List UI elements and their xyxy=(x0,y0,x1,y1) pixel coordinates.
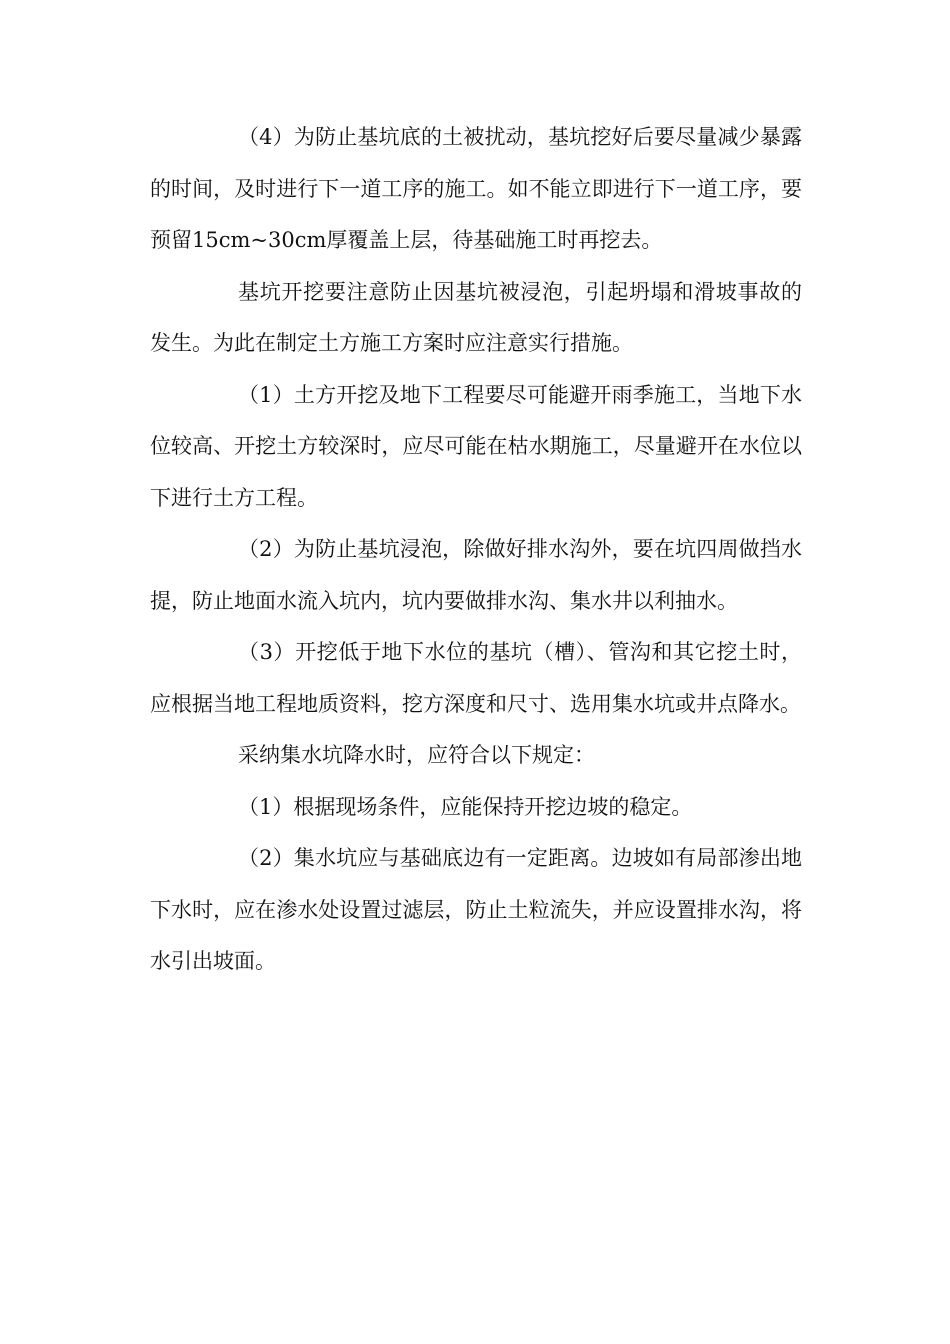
paragraph-2: 基坑开挖要注意防止因基坑被浸泡，引起坍塌和滑坡事故的发生。为此在制定土方施工方案时应注意实行措施。 xyxy=(150,279,802,355)
paragraph-6: 采纳集水坑降水时，应符合以下规定： xyxy=(238,743,595,767)
paragraph-1: （4）为防止基坑底的土被扰动，基坑挖好后要尽量减少暴露的时间，及时进行下一道工序的施工。如不能立即进行下一道工序，要预留15cm~30cm厚覆盖上层，待基础施工时再挖去。 xyxy=(150,125,802,252)
document-body xyxy=(150,112,802,988)
paragraph-8: （2）集水坑应与基础底边有一定距离。边坡如有局部渗出地下水时，应在渗水处设置过滤层，防止土粒流失，并应设置排水沟，将水引出坡面。 xyxy=(150,846,802,973)
paragraph-5: （3）开挖低于地下水位的基坑（槽）、管沟和其它挖土时，应根据当地工程地质资料，挖方深度和尺寸、选用集水坑或井点降水。 xyxy=(150,640,802,716)
paragraph-7: （1）根据现场条件，应能保持开挖边坡的稳定。 xyxy=(238,794,693,819)
paragraph-4: （2）为防止基坑浸泡，除做好排水沟外，要在坑四周做挡水提，防止地面水流入坑内，坑内要做排水沟、集水井以利抽水。 xyxy=(150,537,802,613)
paragraph-3: （1）土方开挖及地下工程要尽可能避开雨季施工，当地下水位较高、开挖土方较深时，应尽可能在枯水期施工，尽量避开在水位以下进行土方工程。 xyxy=(150,382,802,510)
